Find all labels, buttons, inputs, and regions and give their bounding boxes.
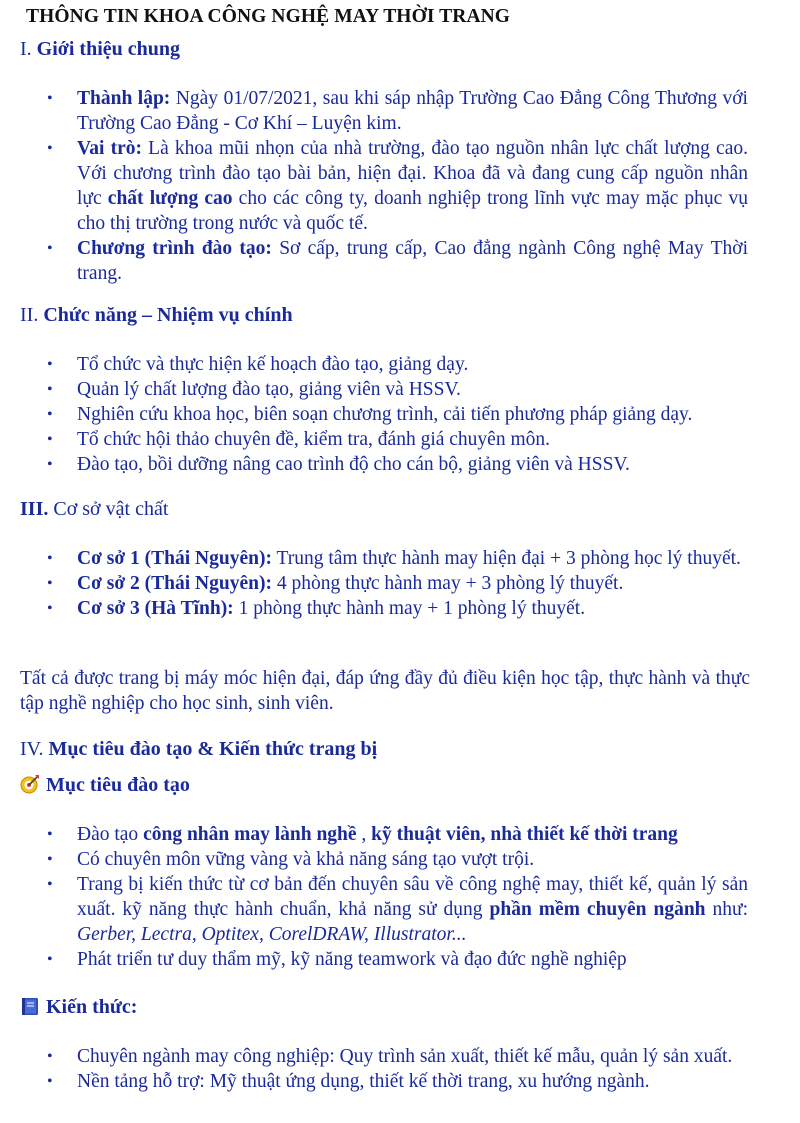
list-item [0,872,800,947]
knowledge-heading [20,996,137,1019]
knowledge-title: Kiến thức: [46,996,138,1018]
book-icon [20,996,40,1016]
item-text: Ngày 01/07/2021, sau khi sáp nhập Trường Cao Đẳng Công Thương với Trường Cao Đẳng - Cơ Khí – Luyện kim. [77,88,748,134]
list-item [0,822,800,847]
list-item: • Nền tảng hỗ trợ: Mỹ thuật ứng dụng, thiết kế thời trang, xu hướng ngành. [0,1069,800,1094]
item-label: Vai trò: [77,138,143,159]
item-emphasis: công nhân may lành nghề [143,824,357,845]
section-2-title: Chức năng – Nhiệm vụ chính [43,304,293,326]
item-emphasis: chất lượng cao [107,188,233,209]
list-item [0,571,800,596]
section-2-number: II. [20,304,39,326]
list-item: • Phát triển tư duy thẩm mỹ, kỹ năng teamwork và đạo đức nghề nghiệp [0,947,800,972]
list-item [0,236,800,286]
section-3-number: III. [20,498,49,520]
item-label: Cơ sở 3 (Hà Tĩnh): [77,598,234,619]
list-item [0,136,800,236]
list-item [0,546,800,571]
item-text: Trang bị kiến thức từ cơ bản đến chuyên sâu về công nghệ may, thiết kế, quản lý sản xuất. kỹ năng thực hành chuẩn, khả năng sử dụng [77,874,748,920]
item-label: Chương trình đào tạo: [77,238,272,259]
document-title: THÔNG TIN KHOA CÔNG NGHỆ MAY THỜI TRANG [26,6,511,27]
list-item: • Đào tạo, bồi dưỡng nâng cao trình độ cho cán bộ, giảng viên và HSSV. [0,452,800,477]
target-icon [20,774,40,794]
item-emphasis: phần mềm chuyên ngành [489,899,706,920]
item-label: Cơ sở 2 (Thái Nguyên): [77,573,272,594]
section-1-number: I. [20,38,32,60]
knowledge-list [0,1044,800,1094]
list-item [0,86,800,136]
item-emphasis: kỹ thuật viên, nhà thiết kế thời trang [371,824,678,845]
goals-title: Mục tiêu đào tạo [46,774,190,796]
list-item: • Có chuyên môn vững vàng và khả năng sáng tạo vượt trội. [0,847,800,872]
item-label: Cơ sở 1 (Thái Nguyên): [77,548,272,569]
section-4-heading [20,738,377,761]
section-1-title: Giới thiệu chung [36,38,181,60]
list-item: • Quản lý chất lượng đào tạo, giảng viên và HSSV. [0,377,800,402]
goals-heading [20,774,190,797]
goals-list [0,822,800,972]
item-text: như: [705,899,748,920]
section-3-title: Cơ sở vật chất [53,498,169,520]
list-item: • Chuyên ngành may công nghiệp: Quy trình sản xuất, thiết kế mẫu, quản lý sản xuất. [0,1044,800,1069]
section-4-number: IV. [20,738,44,760]
section-3-list [0,546,800,621]
item-label: Thành lập: [77,88,171,109]
item-text: Đào tạo [77,824,144,845]
item-text: , [356,824,372,845]
item-text: 1 phòng thực hành may + 1 phòng lý thuyết. [233,598,586,619]
facilities-summary: Tất cả được trang bị máy móc hiện đại, đáp ứng đầy đủ điều kiện học tập, thực hành và thực tập nghề nghiệp cho học sinh, sinh viên. [20,668,750,714]
section-1-list [0,86,800,286]
list-item: • Nghiên cứu khoa học, biên soạn chương trình, cải tiến phương pháp giảng dạy. [0,402,800,427]
section-1-heading [20,38,180,61]
list-item [0,596,800,621]
section-4-title: Mục tiêu đào tạo & Kiến thức trang bị [48,738,378,760]
section-2-heading [20,304,293,327]
list-item: • Tổ chức và thực hiện kế hoạch đào tạo, giảng dạy. [0,352,800,377]
item-text: Là khoa mũi nhọn của nhà trường, đào tạo nguồn nhân lực chất lượng cao. Với chương trình đào tạo bài bản, hiện đại. Khoa đã và đang cung cấp nguồn nhân lực [77,138,748,209]
item-text: cho các công ty, doanh nghiệp trong lĩnh vực may mặc phục vụ cho thị trường trong nước và quốc tế. [77,188,748,234]
section-3-heading [20,498,168,521]
item-text: 4 phòng thực hành may + 3 phòng lý thuyết. [271,573,624,594]
item-text: Sơ cấp, trung cấp, Cao đẳng ngành Công nghệ May Thời trang. [77,238,748,284]
item-text: Trung tâm thực hành may hiện đại + 3 phòng học lý thuyết. [271,548,741,569]
list-item: • Tổ chức hội thảo chuyên đề, kiểm tra, đánh giá chuyên môn. [0,427,800,452]
software-list: Gerber, Lectra, Optitex, CorelDRAW, Illustrator... [77,924,467,945]
section-2-list [0,352,800,477]
